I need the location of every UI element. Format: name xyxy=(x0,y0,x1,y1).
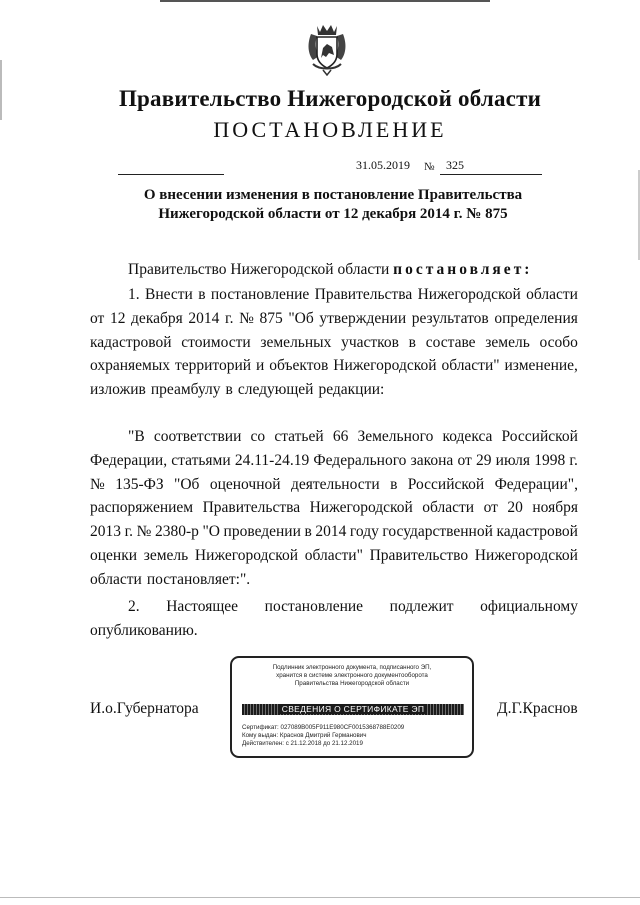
word: 1998 xyxy=(534,451,566,469)
word: области xyxy=(90,570,142,588)
word: 2014 xyxy=(188,309,220,327)
certificate-label: Сертификат: xyxy=(242,724,279,731)
coat-of-arms-icon xyxy=(303,20,351,76)
word: области xyxy=(422,499,475,517)
word: Нижегородской xyxy=(474,546,578,564)
word: № xyxy=(136,523,152,541)
text-line xyxy=(90,520,578,544)
word: 1. xyxy=(128,286,140,303)
text-line xyxy=(90,568,578,592)
text-line xyxy=(90,378,578,402)
word: "Об xyxy=(288,309,314,327)
word: редакции: xyxy=(318,381,385,399)
word: оценки xyxy=(90,546,138,564)
word: следующей xyxy=(237,381,314,399)
word: г. xyxy=(224,309,234,327)
word: земельных xyxy=(260,333,332,351)
word: от xyxy=(457,451,472,469)
word: Федерального xyxy=(313,451,407,469)
stamp-details xyxy=(242,724,404,748)
word: в xyxy=(198,286,206,303)
word: земель xyxy=(143,546,189,564)
stamp-header-line: Подлинник электронного документа, подписанного ЭП, xyxy=(272,664,432,671)
word: г. xyxy=(124,523,134,541)
text-line xyxy=(90,425,578,449)
preamble xyxy=(90,258,578,282)
word: "О xyxy=(202,523,220,541)
word: Правительства xyxy=(314,286,413,303)
word: 2014 xyxy=(315,523,347,541)
word: соответствии xyxy=(153,428,242,445)
word: г. xyxy=(569,451,578,469)
word: "Об xyxy=(174,475,200,493)
word: 20 xyxy=(507,499,523,517)
word: статьей xyxy=(274,428,324,445)
word: Нижегородской xyxy=(194,546,299,564)
word: особо xyxy=(539,333,578,351)
valid-value: с 21.12.2018 до 21.12.2019 xyxy=(285,740,363,747)
word: Настоящее xyxy=(166,598,239,615)
word: оценочной xyxy=(209,475,281,493)
word: 66 xyxy=(332,428,349,445)
word: Правительства xyxy=(202,499,301,517)
issued-to-label: Кому выдан: xyxy=(242,732,279,739)
date-line-left xyxy=(118,174,224,175)
word: Земельного xyxy=(357,428,434,445)
word: составе xyxy=(425,333,476,351)
word: со xyxy=(250,428,266,445)
stamp-header-line: Правительства Нижегородской области xyxy=(294,680,410,688)
word: определения xyxy=(494,309,578,327)
scan-artifact-bottom xyxy=(0,897,640,898)
word: 12 xyxy=(109,309,126,327)
word: Федерации, xyxy=(90,451,168,469)
electronic-signature-stamp xyxy=(230,656,474,758)
word: земель xyxy=(485,333,530,351)
word: Внести xyxy=(144,286,193,303)
subject-line: О внесении изменения в постановление Правительства xyxy=(143,187,523,203)
stamp-header xyxy=(232,664,472,689)
signer-title: И.о.Губернатора xyxy=(90,700,199,717)
word: 2380-р xyxy=(154,523,199,541)
word: и xyxy=(256,357,265,375)
word: 2. xyxy=(128,598,140,615)
word: от xyxy=(90,309,105,327)
word: области" xyxy=(304,546,363,564)
document-date: 31.05.2019 xyxy=(356,158,410,172)
word: Нижегородской xyxy=(309,499,413,517)
word: № xyxy=(90,475,105,493)
word: деятельности xyxy=(290,475,380,493)
word: в xyxy=(225,381,233,399)
word: ноября xyxy=(532,499,578,517)
word: в xyxy=(390,475,398,493)
word: преамбулу xyxy=(150,381,221,399)
word: году xyxy=(349,523,379,541)
word: декабря xyxy=(131,309,183,327)
word: кадастровой xyxy=(90,333,172,351)
document-type: ПОСТАНОВЛЕНИЕ xyxy=(213,117,447,142)
word: № xyxy=(239,309,254,327)
valid-label: Действителен: xyxy=(242,740,284,747)
issued-to-value: Краснов Дмитрий Германович xyxy=(279,732,367,739)
word: территорий xyxy=(174,357,252,375)
word: кадастровой xyxy=(496,523,578,541)
text-line xyxy=(90,449,578,473)
word: охраняемых xyxy=(90,357,171,375)
word: 29 xyxy=(475,451,492,469)
text-line xyxy=(90,544,578,568)
text-line xyxy=(90,283,578,307)
word: изменение, xyxy=(504,357,578,375)
word: стоимости xyxy=(181,333,251,351)
word: "В xyxy=(128,428,145,445)
text-line xyxy=(90,496,578,520)
word: утверждении xyxy=(319,309,407,327)
word: 875 xyxy=(259,309,283,327)
word: области xyxy=(526,286,578,303)
certificate-value: 027089B005F911E980CF0015368788E0209 xyxy=(280,724,405,731)
word: 2013 xyxy=(90,523,121,541)
document-number: 325 xyxy=(446,158,464,172)
word: области" xyxy=(441,357,500,375)
word: 135-ФЗ xyxy=(115,475,164,493)
text-line xyxy=(90,354,578,378)
government-title: Правительство Нижегородской области xyxy=(118,86,542,111)
preamble-keyword: постановляет: xyxy=(393,261,533,278)
word: от xyxy=(483,499,498,517)
word: результатов xyxy=(411,309,489,327)
word: постановление xyxy=(264,598,364,615)
word: государственной xyxy=(382,523,493,541)
word: официальному xyxy=(480,598,578,615)
word: Федерации", xyxy=(494,475,578,493)
subject-line: Нижегородской области от 12 декабря 2014 г. № 875 xyxy=(158,206,508,222)
text-line xyxy=(90,473,578,497)
item-1-quote xyxy=(90,425,578,592)
word: распоряжением xyxy=(90,499,194,517)
text-line xyxy=(90,307,578,331)
word: изложив xyxy=(90,381,146,399)
word: проведении xyxy=(223,523,301,541)
stamp-banner xyxy=(242,704,464,715)
word: объектов xyxy=(269,357,329,375)
word: подлежит xyxy=(389,598,454,615)
item-1 xyxy=(90,283,578,402)
stamp-banner-text: СВЕДЕНИЯ О СЕРТИФИКАТЕ ЭП xyxy=(281,704,425,714)
text-line xyxy=(90,619,578,643)
word: статьями xyxy=(171,451,231,469)
scan-artifact-top xyxy=(160,0,490,2)
text-line xyxy=(90,331,578,355)
item-2 xyxy=(90,595,578,643)
word: участков xyxy=(341,333,399,351)
word: постановляет:". xyxy=(146,570,251,588)
word: в xyxy=(408,333,416,351)
text-line xyxy=(90,595,578,619)
preamble-prefix: Правительство Нижегородской области xyxy=(128,261,390,278)
word: в xyxy=(304,523,312,541)
word: Нижегородской xyxy=(333,357,437,375)
word: июля xyxy=(495,451,531,469)
word: кодекса xyxy=(442,428,493,445)
word: Нижегородской xyxy=(417,286,521,303)
number-line xyxy=(440,174,542,175)
signer-name: Д.Г.Краснов xyxy=(497,700,578,717)
word: постановление xyxy=(210,286,310,303)
word: Правительство xyxy=(369,546,469,564)
stamp-header-line: хранится в системе электронного документооборота xyxy=(276,672,428,680)
word: Российской xyxy=(407,475,485,493)
number-label: № xyxy=(424,161,435,173)
word: опубликованию. xyxy=(90,621,198,639)
word: закона xyxy=(410,451,454,469)
document-subject xyxy=(120,186,546,224)
word: Российской xyxy=(501,428,578,445)
word: 24.11-24.19 xyxy=(234,451,310,469)
